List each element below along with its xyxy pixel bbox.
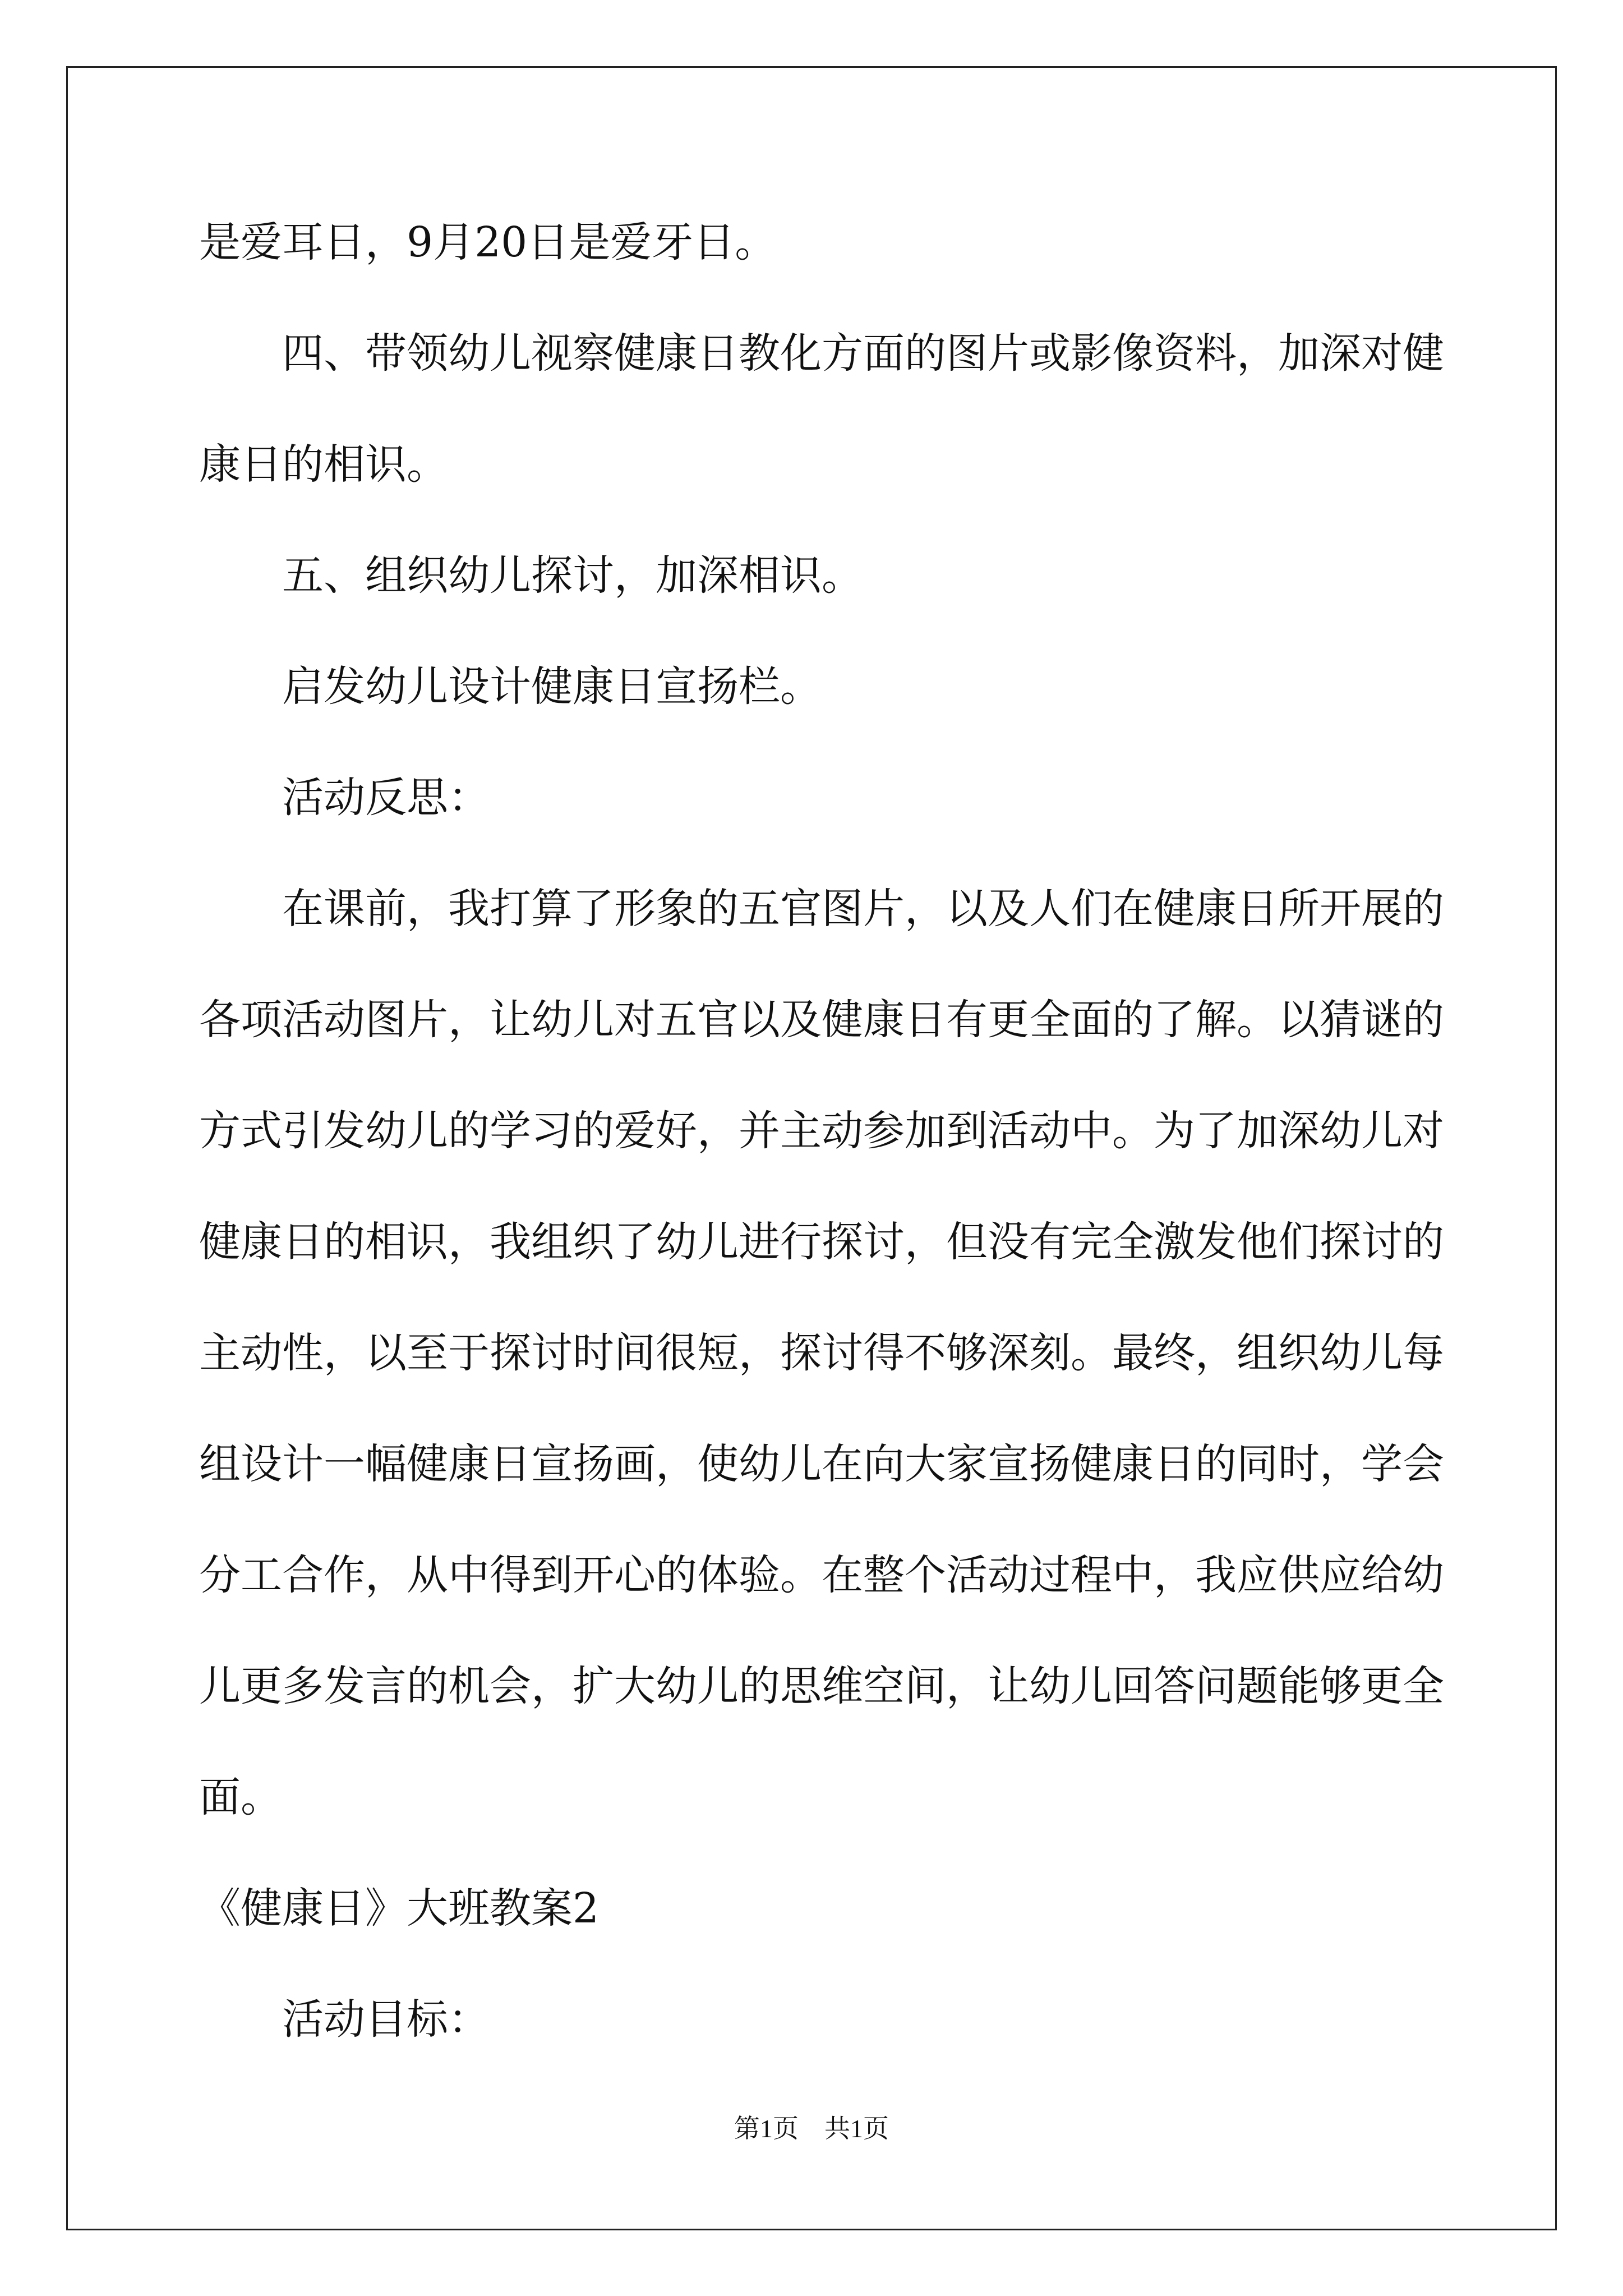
line-spacing bbox=[199, 374, 1430, 444]
text-line: 各项活动图片，让幼儿对五官以及健康日有更全面的了解。以猜谜的 bbox=[199, 996, 1444, 1044]
line-spacing bbox=[199, 1041, 1430, 1110]
page-total: 共1页 bbox=[824, 2114, 889, 2143]
section-heading: 《健康日》大班教案2 bbox=[199, 1884, 600, 1932]
document-body bbox=[199, 218, 1444, 2044]
line-spacing bbox=[199, 1374, 1430, 1443]
line-spacing bbox=[199, 1818, 1430, 1888]
line-spacing bbox=[199, 1485, 1430, 1554]
line-spacing bbox=[199, 707, 1430, 777]
line-spacing bbox=[199, 1929, 1430, 1999]
line-spacing bbox=[199, 1263, 1430, 1332]
text-line: 主动性，以至于探讨时间很短，探讨得不够深刻。最终，组织幼儿每 bbox=[199, 1329, 1444, 1377]
text-line: 分工合作，从中得到开心的体验。在整个活动过程中，我应供应给幼 bbox=[199, 1551, 1444, 1599]
line-spacing bbox=[199, 263, 1430, 333]
text-line: 四、带领幼儿视察健康日教化方面的图片或影像资料，加深对健 bbox=[282, 329, 1444, 378]
text-line: 健康日的相识，我组织了幼儿进行探讨，但没有完全激发他们探讨的 bbox=[199, 1218, 1444, 1266]
text-line: 活动目标： bbox=[282, 1995, 490, 2044]
page-number: 第1页 bbox=[734, 2114, 799, 2143]
page-footer bbox=[0, 2115, 1623, 2143]
line-spacing bbox=[199, 1596, 1430, 1665]
text-line: 活动反思： bbox=[282, 774, 490, 822]
line-spacing bbox=[199, 930, 1430, 999]
line-spacing bbox=[199, 596, 1430, 666]
text-line: 面。 bbox=[199, 1773, 282, 1821]
text-line: 五、组织幼儿探讨，加深相识。 bbox=[282, 551, 863, 600]
text-line: 在课前，我打算了形象的五官图片，以及人们在健康日所开展的 bbox=[282, 885, 1444, 933]
text-line: 是爱耳日，9月20日是爱牙日。 bbox=[199, 218, 777, 266]
line-spacing bbox=[199, 1707, 1430, 1777]
text-line: 启发幼儿设计健康日宣扬栏。 bbox=[282, 662, 822, 711]
line-spacing bbox=[199, 485, 1430, 555]
text-line: 儿更多发言的机会，扩大幼儿的思维空间，让幼儿回答问题能够更全 bbox=[199, 1662, 1444, 1710]
text-line: 康日的相识。 bbox=[199, 440, 448, 489]
text-line: 组设计一幅健康日宣扬画，使幼儿在向大家宣扬健康日的同时，学会 bbox=[199, 1440, 1444, 1488]
text-line: 方式引发幼儿的学习的爱好，并主动参加到活动中。为了加深幼儿对 bbox=[199, 1107, 1444, 1155]
line-spacing bbox=[199, 1152, 1430, 1221]
line-spacing bbox=[199, 818, 1430, 888]
